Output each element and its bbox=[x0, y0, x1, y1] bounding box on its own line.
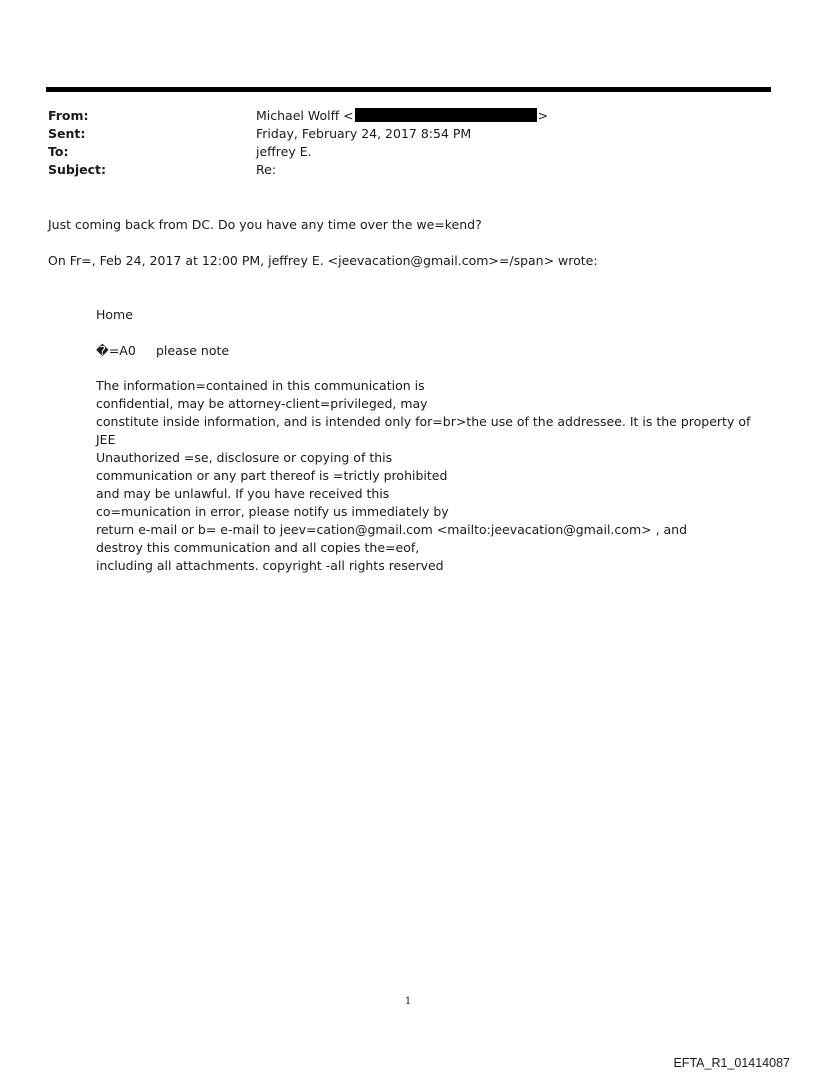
reply-intro: On Fr=, Feb 24, 2017 at 12:00 PM, jeffrey E. <jeevacation@gmail.com>=/span> wrote: bbox=[48, 253, 598, 268]
disclaimer-line: return e-mail or b= e-mail to jeev=cation@gmail.com <mailto:jeevacation@gmail.com> , and bbox=[96, 522, 688, 537]
note-text: please note bbox=[156, 343, 230, 358]
quoted-note-row bbox=[96, 342, 496, 360]
disclaimer-line: destroy this communication and all copies the=eof, bbox=[96, 540, 420, 555]
disclaimer-line: confidential, may be attorney-client=privileged, may bbox=[96, 396, 428, 411]
note-prefix: �=A0 bbox=[96, 343, 136, 358]
disclaimer-line: constitute inside information, and is intended only for=br>the use of the addressee. It is the property of bbox=[96, 414, 751, 429]
from-name: Michael Wolff < bbox=[256, 108, 354, 123]
disclaimer-line: The information=contained in this communication is bbox=[96, 378, 425, 393]
subject-value: Re: bbox=[256, 162, 277, 177]
message-text: Just coming back from DC. Do you have any time over the we=kend? bbox=[48, 217, 482, 232]
subject-label: Subject: bbox=[48, 162, 106, 177]
header-rule bbox=[46, 87, 771, 92]
sent-label: Sent: bbox=[48, 126, 86, 141]
quoted-home: Home bbox=[96, 307, 133, 322]
disclaimer-line: JEE bbox=[96, 432, 116, 447]
document-id: EFTA_R1_01414087 bbox=[673, 1056, 790, 1070]
disclaimer-line: including all attachments. copyright -all rights reserved bbox=[96, 558, 444, 573]
page-number: 1 bbox=[404, 996, 412, 1007]
disclaimer-line: Unauthorized =se, disclosure or copying of this bbox=[96, 450, 393, 465]
sent-value: Friday, February 24, 2017 8:54 PM bbox=[256, 126, 472, 141]
to-label: To: bbox=[48, 144, 69, 159]
disclaimer-line: and may be unlawful. If you have received this bbox=[96, 486, 390, 501]
from-value bbox=[256, 107, 548, 125]
disclaimer-line: co=munication in error, please notify us immediately by bbox=[96, 504, 449, 519]
redaction-box bbox=[355, 108, 537, 122]
from-close: > bbox=[537, 108, 549, 123]
from-label: From: bbox=[48, 108, 89, 123]
disclaimer-line: communication or any part thereof is =trictly prohibited bbox=[96, 468, 448, 483]
to-value: jeffrey E. bbox=[256, 144, 312, 159]
